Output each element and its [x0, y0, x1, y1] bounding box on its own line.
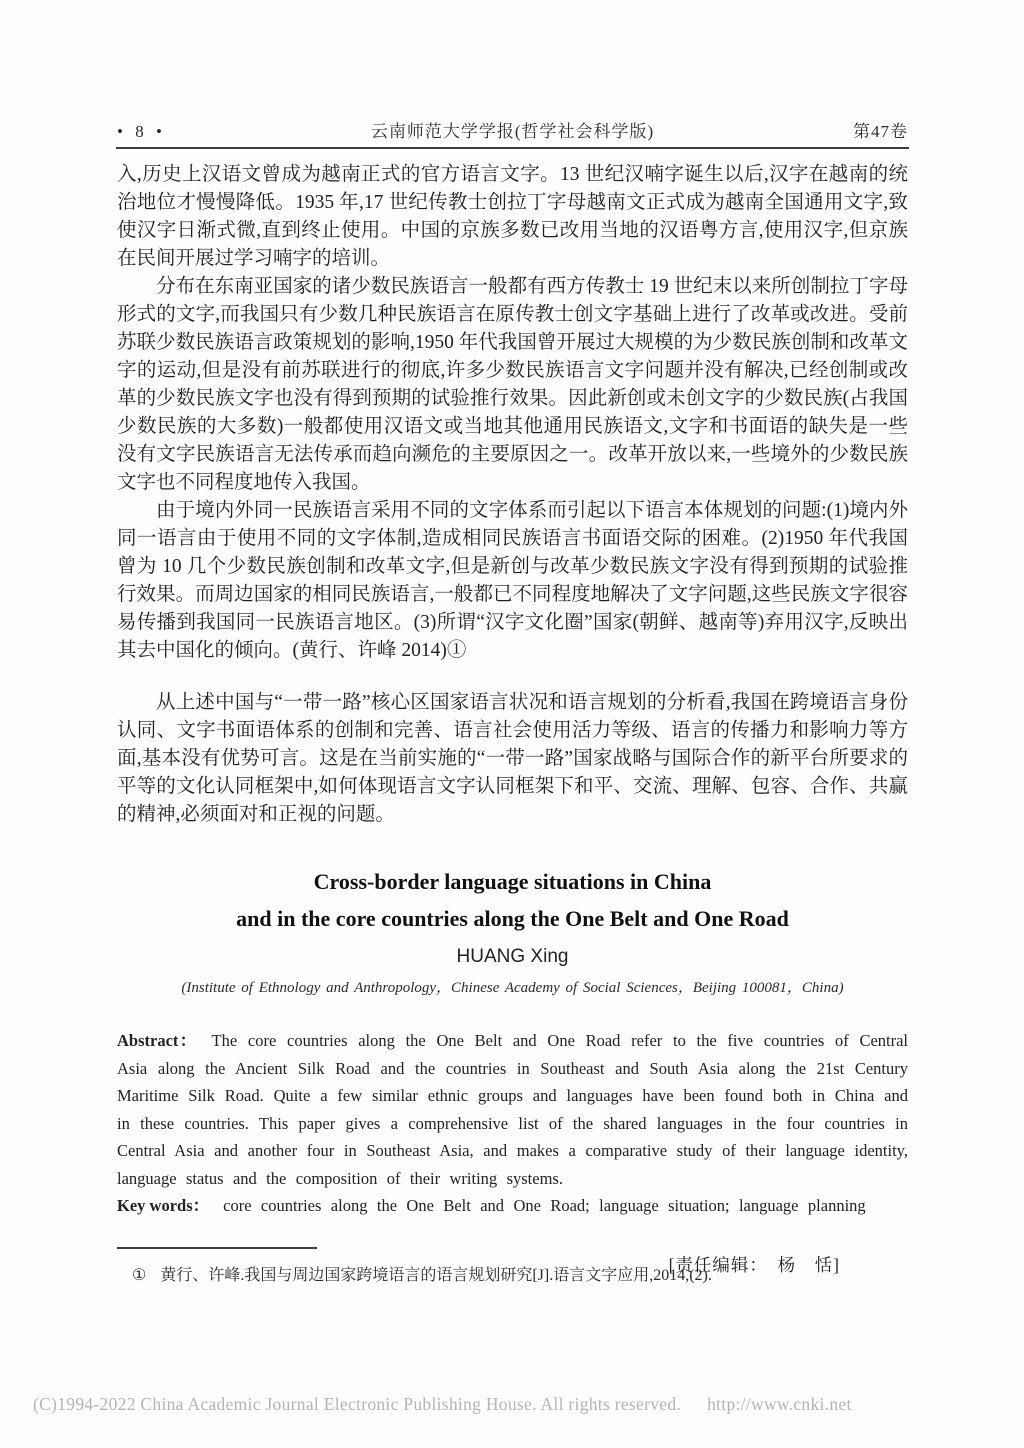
- footnote: [117, 1264, 908, 1288]
- author-name: HUANG Xing: [456, 946, 569, 967]
- page-number: • 8 •: [117, 122, 166, 141]
- header-rule: [116, 147, 909, 149]
- page-footer: [33, 1394, 852, 1415]
- footnote-marker: ①: [132, 1267, 147, 1284]
- title-line-2: and in the core countries along the One Belt and One Road: [236, 906, 789, 931]
- title-line-1: Cross-border language situations in China: [313, 869, 712, 894]
- volume-label: 第47卷: [853, 122, 908, 141]
- footnote-text: 黄行、许峰.我国与周边国家跨境语言的语言规划研究[J].语言文字应用,2014,(2).: [160, 1267, 712, 1284]
- page-header: [117, 117, 908, 142]
- journal-title: 云南师范大学学报(哲学社会科学版): [370, 122, 655, 141]
- paragraph-3: 由于境内外同一民族语言采用不同的文字体系而引起以下语言本体规划的问题:(1)境内外同一语言由于使用不同的文字体制,造成相同民族语言书面语交际的困难。(2)1950 年代我国曾为 10 几个少数民族创制和改革文字,但是新创与改革少数民族文字没有得到预期的试验推行效果。而周边国家的相同民族语言,一般都已不同程度地解决了文字问题,这些民族文字很容易传播到我国同一民族语言地区。(3)所谓“汉字文化圈”国家(朝鲜、越南等)弃用汉字,反映出其去中国化的倾向。(黄行、许峰 2014)①: [117, 500, 908, 661]
- abstract-text: The core countries along the One Belt and One Road refer to the five countries of Central Asia along the Ancient Silk Road and the countries in Southeast and South Asia along the 21st Century Maritime Silk Road. Quite a few similar ethnic groups and languages have been found both in China and in these countries. This paper gives a comprehensive list of the shared languages in the four countries in Central Asia and another four in Southeast Asia, and makes a comparative study of their language identity, language status and the composition of their writing systems.: [117, 1031, 909, 1188]
- english-title: [117, 863, 908, 937]
- abstract: [117, 1027, 908, 1192]
- paragraph-2: 分布在东南亚国家的诸少数民族语言一般都有西方传教士 19 世纪末以来所创制拉丁字母形式的文字,而我国只有少数几种民族语言在原传教士创文字基础上进行了改革或改进。受前苏联少数民族语言政策规划的影响,1950 年代我国曾开展过大规模的为少数民族创制和改革文字的运动,但是没有前苏联进行的彻底,许多少数民族语言文字问题并没有解决,已经创制或改革的少数民族文字也没有得到预期的试验推行效果。因此新创或未创文字的少数民族(占我国少数民族的大多数)一般都使用汉语文或当地其他通用民族语文,文字和书面语的缺失是一些没有文字民族语言无法传承而趋向濒危的主要原因之一。改革开放以来,一些境外的少数民族文字也不同程度地传入我国。: [117, 276, 908, 493]
- paragraph-4: 从上述中国与“一带一路”核心区国家语言状况和语言规划的分析看,我国在跨境语言身份认同、文字书面语体系的创制和完善、语言社会使用活力等级、语言的传播力和影响力等方面,基本没有优势可言。这是在当前实施的“一带一路”国家战略与国际合作的新平台所要求的平等的文化认同框架中,如何体现语言文字认同框架下和平、交流、理解、包容、合作、共赢的精神,必须面对和正视的问题。: [117, 692, 908, 825]
- footnote-block: [117, 1247, 908, 1288]
- editor-note: [责任编辑： 杨 恬]: [668, 1254, 840, 1275]
- abstract-label: Abstract：: [117, 1031, 198, 1050]
- affiliation: (Institute of Ethnology and Anthropology，Chinese Academy of Social Sciences，Beijing 100081，China): [181, 980, 844, 996]
- keywords-text: core countries along the One Belt and One Road; language situation; language planning: [223, 1196, 866, 1215]
- page-content: [117, 161, 908, 1277]
- keywords: [117, 1192, 908, 1220]
- cnki-url: http://www.cnki.net: [707, 1394, 852, 1414]
- paragraph-1: 入,历史上汉语文曾成为越南正式的官方语言文字。13 世纪汉喃字诞生以后,汉字在越南的统治地位才慢慢降低。1935 年,17 世纪传教士创拉丁字母越南文正式成为越南全国通用文字,致使汉字日渐式微,直到终止使用。中国的京族多数已改用当地的汉语粤方言,使用汉字,但京族在民间开展过学习喃字的培训。: [117, 164, 908, 269]
- copyright-text: (C)1994-2022 China Academic Journal Electronic Publishing House. All rights reserved.: [33, 1394, 682, 1414]
- footnote-rule: [117, 1247, 317, 1249]
- keywords-label: Key words：: [117, 1196, 210, 1215]
